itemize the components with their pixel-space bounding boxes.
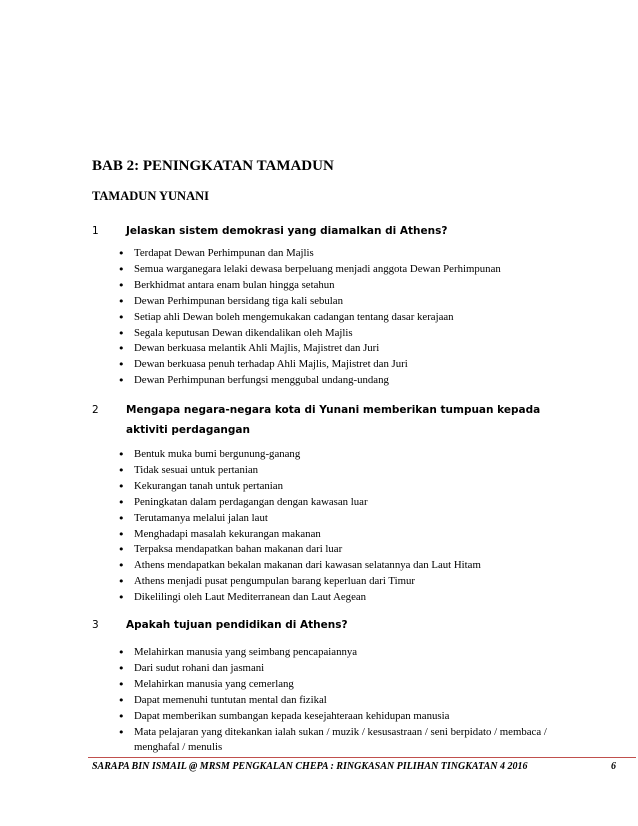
answer-item: • Melahirkan manusia yang seimbang pencapaiannya [118,645,588,661]
answer-item: • Peningkatan dalam perdagangan dengan kawasan luar [118,495,588,511]
question-3 [92,615,562,635]
question-number: 2 [92,404,99,416]
answer-item: • Segala keputusan Dewan dikendalikan oleh Majlis [118,326,588,342]
answer-item: • Athens menjadi pusat pengumpulan barang keperluan dari Timur [118,574,588,590]
answer-item: • Dewan Perhimpunan bersidang tiga kali sebulan [118,294,588,310]
answer-item: • Dapat memberikan sumbangan kepada kesejahteraan kehidupan manusia [118,709,588,725]
footer-divider [88,757,636,758]
answer-item: • Semua warganegara lelaki dewasa berpeluang menjadi anggota Dewan Perhimpunan [118,262,588,278]
answer-item: • Mata pelajaran yang ditekankan ialah sukan / muzik / kesusastraan / seni berpidato / membaca / menghafal / menulis [118,725,588,757]
chapter-title: BAB 2: PENINGKATAN TAMADUN [92,158,334,174]
answer-item: • Tidak sesuai untuk pertanian [118,463,588,479]
answer-item: • Terutamanya melalui jalan laut [118,511,588,527]
answer-item: • Dikelilingi oleh Laut Mediterranean dan Laut Aegean [118,590,588,606]
footer-text: SARAPA BIN ISMAIL @ MRSM PENGKALAN CHEPA : RINGKASAN PILIHAN TINGKATAN 4 2016 [92,761,528,772]
answer-item: • Terpaksa mendapatkan bahan makanan dari luar [118,542,588,558]
question-text: Mengapa negara-negara kota di Yunani memberikan tumpuan kepada aktiviti perdagangan [126,404,541,436]
answer-list-1 [118,246,588,389]
section-title: TAMADUN YUNANI [92,189,210,203]
answer-item: • Setiap ahli Dewan boleh mengemukakan cadangan tentang dasar kerajaan [118,310,588,326]
answer-item: • Menghadapi masalah kekurangan makanan [118,527,588,543]
answer-item: • Dewan berkuasa melantik Ahli Majlis, Majistret dan Juri [118,341,588,357]
answer-list-2 [118,447,588,606]
question-text: Apakah tujuan pendidikan di Athens? [126,619,348,631]
answer-list-3 [118,645,588,756]
question-number: 1 [92,225,99,237]
answer-item: • Dewan berkuasa penuh terhadap Ahli Majlis, Majistret dan Juri [118,357,588,373]
answer-item: • Kekurangan tanah untuk pertanian [118,479,588,495]
answer-item: • Berkhidmat antara enam bulan hingga setahun [118,278,588,294]
answer-item: • Athens mendapatkan bekalan makanan dari kawasan selatannya dan Laut Hitam [118,558,588,574]
answer-item: • Dari sudut rohani dan jasmani [118,661,588,677]
answer-item: • Dapat memenuhi tuntutan mental dan fizikal [118,693,588,709]
answer-item: • Bentuk muka bumi bergunung-ganang [118,447,588,463]
question-text: Jelaskan sistem demokrasi yang diamalkan di Athens? [126,225,448,237]
answer-item: • Melahirkan manusia yang cemerlang [118,677,588,693]
page-footer [92,761,616,772]
page-number: 6 [611,761,616,772]
answer-item: • Terdapat Dewan Perhimpunan dan Majlis [118,246,588,262]
question-2 [92,400,562,440]
answer-item: • Dewan Perhimpunan berfungsi menggubal undang-undang [118,373,588,389]
question-1 [92,221,562,241]
question-number: 3 [92,619,99,631]
